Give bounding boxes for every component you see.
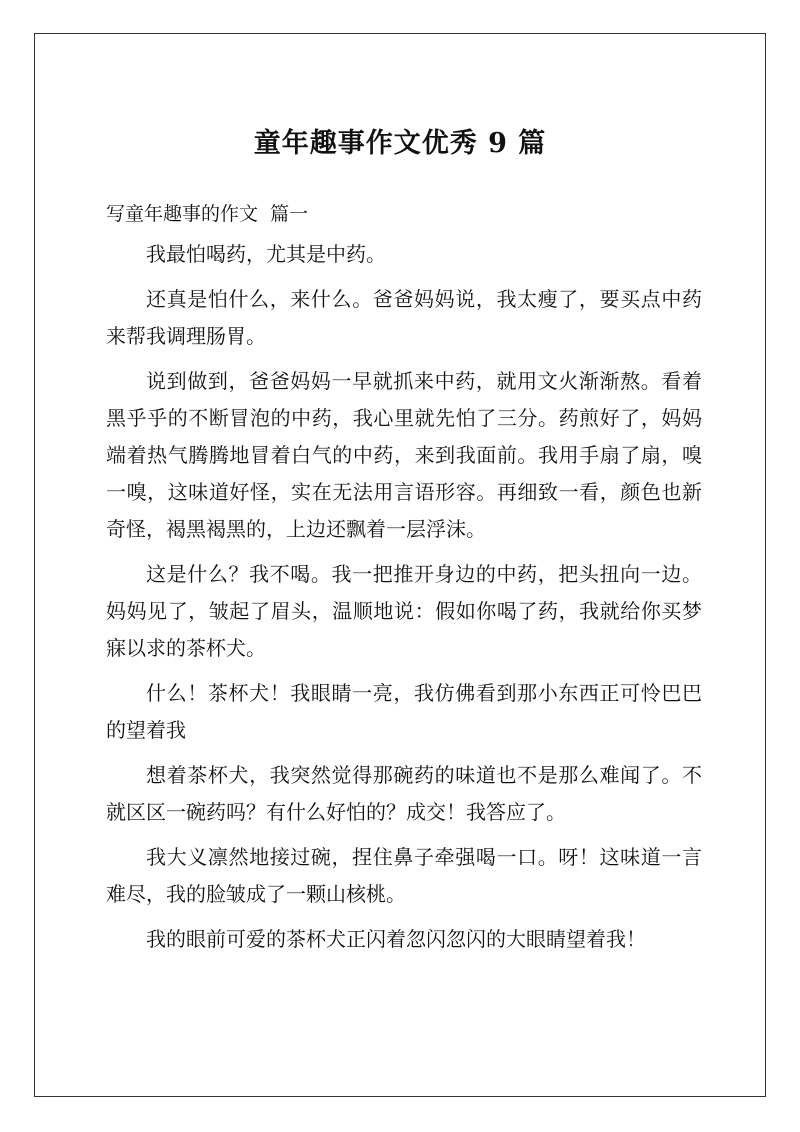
- paragraph: 我的眼前可爱的茶杯犬正闪着忽闪忽闪的大眼睛望着我！: [146, 927, 646, 951]
- paragraph: 什么！茶杯犬！我眼睛一亮，我仿佛看到那小东西正可怜巴巴的望着我: [106, 681, 702, 742]
- document-title: 童年趣事作文优秀 9 篇: [253, 128, 547, 159]
- paragraph: 想着茶杯犬，我突然觉得那碗药的味道也不是那么难闻了。不就区区一碗药吗？有什么好怕的？成交！我答应了。: [106, 763, 702, 824]
- paragraph: 这是什么？我不喝。我一把推开身边的中药，把头扭向一边。妈妈见了，皱起了眉头，温顺地说：假如你喝了药，我就给你买梦寐以求的茶杯犬。: [106, 562, 702, 660]
- paragraph: 我最怕喝药，尤其是中药。: [146, 242, 386, 266]
- essay-body: [106, 236, 702, 966]
- paragraph: 我大义凛然地接过碗，捏住鼻子牵强喝一口。呀！这味道一言难尽，我的脸皱成了一颗山核桃。: [106, 845, 702, 906]
- section-heading: 写童年趣事的作文 篇一: [106, 203, 309, 225]
- paragraph: 还真是怕什么，来什么。爸爸妈妈说，我太瘦了，要买点中药来帮我调理肠胃。: [106, 287, 702, 348]
- paragraph: 说到做到，爸爸妈妈一早就抓来中药，就用文火渐渐熬。看着黑乎乎的不断冒泡的中药，我心里就先怕了三分。药煎好了，妈妈端着热气腾腾地冒着白气的中药，来到我面前。我用手扇了扇，嗅一嗅，这味道好怪，实在无法用言语形容。再细致一看，颜色也新奇怪，褐黑褐黑的，上边还飘着一层浮沫。: [106, 369, 702, 541]
